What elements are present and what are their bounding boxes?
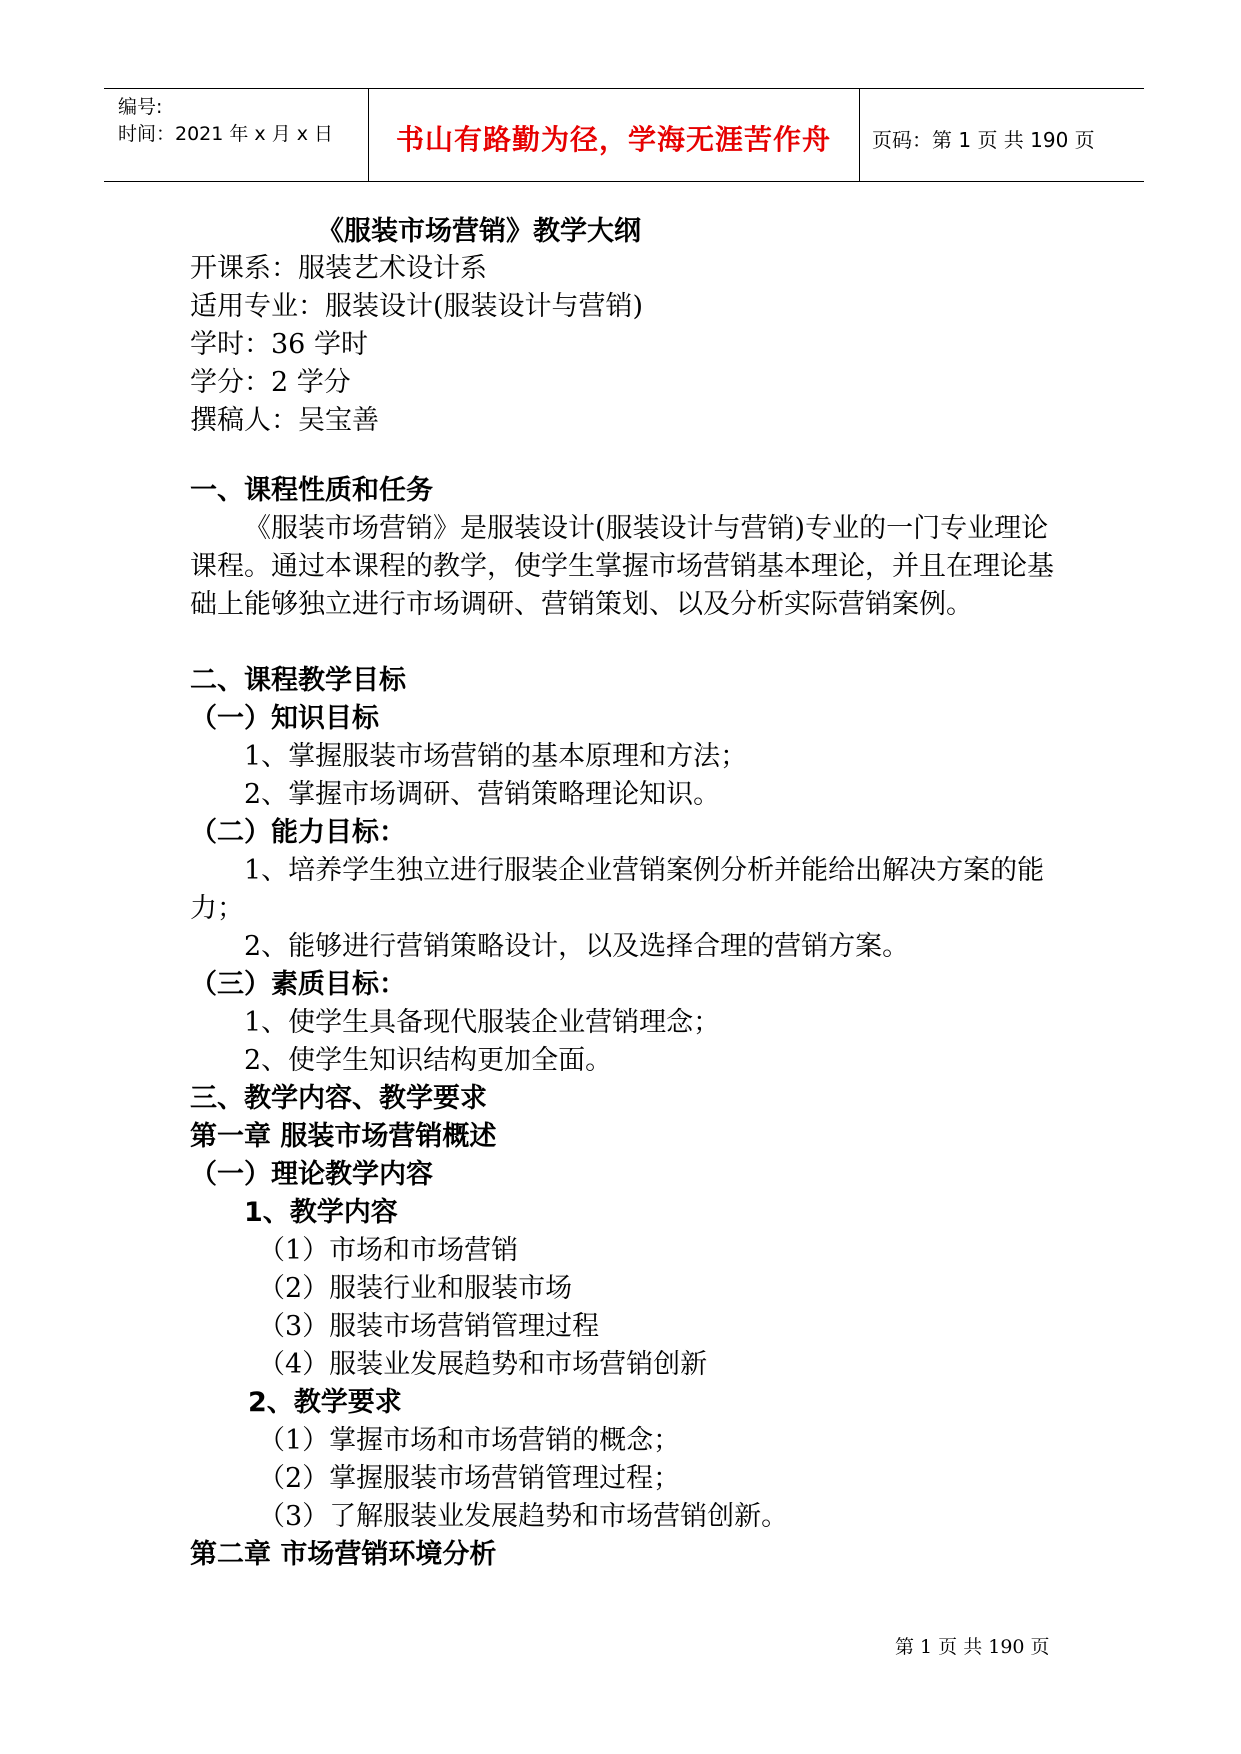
list-item: （2）掌握服装市场营销管理过程；: [258, 1463, 681, 1494]
list-item: 2、能够进行营销策略设计，以及选择合理的营销方案。: [244, 931, 910, 962]
list-item: （3）服装市场营销管理过程: [258, 1311, 600, 1342]
time-label: 时间：2021 年 x 月 x 日: [118, 123, 334, 145]
number-label: 编号:: [118, 96, 163, 118]
info-credits: 学分：2 学分: [190, 367, 351, 398]
list-item: 2、掌握市场调研、营销策略理论知识。: [244, 779, 721, 810]
list-item: （1）市场和市场营销: [258, 1235, 519, 1266]
sub-heading: 1、教学内容: [244, 1197, 398, 1228]
chapter-heading: 第二章 市场营销环境分析: [190, 1539, 497, 1570]
section-heading: 二、课程教学目标: [190, 665, 406, 696]
list-item: （1）掌握市场和市场营销的概念；: [258, 1425, 681, 1456]
sub-heading: 2、教学要求: [248, 1387, 402, 1418]
info-hours: 学时：36 学时: [190, 329, 368, 360]
section-paragraph: 《服装市场营销》是服装设计(服装设计与营销)专业的一门专业理论课程。通过本课程的教学，使学生掌握市场营销基本理论，并且在理论基础上能够独立进行市场调研、营销策划、以及分析实际营销案例。: [190, 513, 1054, 620]
subsection-heading: （三）素质目标：: [190, 969, 406, 1000]
info-author: 撰稿人：吴宝善: [190, 405, 379, 436]
info-major: 适用专业：服装设计(服装设计与营销): [190, 291, 644, 322]
list-item: 1、使学生具备现代服装企业营销理念；: [244, 1007, 721, 1038]
header-info: [118, 94, 333, 148]
doc-title: 《服装市场营销》教学大纲: [317, 216, 641, 247]
header-bottom-rule: [104, 181, 1144, 182]
list-item: （4）服装业发展趋势和市场营销创新: [258, 1349, 708, 1380]
header-motto: 书山有路勤为径，学海无涯苦作舟: [395, 123, 831, 156]
list-item: 1、掌握服装市场营销的基本原理和方法；: [244, 741, 748, 772]
list-item: （3）了解服装业发展趋势和市场营销创新。: [258, 1501, 789, 1532]
list-item: 2、使学生知识结构更加全面。: [244, 1045, 613, 1076]
subsection-heading: （一）理论教学内容: [190, 1159, 433, 1190]
header-divider: [859, 88, 860, 182]
list-item: 1、培养学生独立进行服装企业营销案例分析并能给出解决方案的能力；: [190, 855, 1045, 924]
header-page-label: 页码：第 1 页 共 190 页: [872, 128, 1095, 152]
info-department: 开课系：服装艺术设计系: [190, 253, 487, 284]
section-heading: 一、课程性质和任务: [190, 475, 433, 506]
header-top-rule: [104, 88, 1144, 89]
list-item: （2）服装行业和服装市场: [258, 1273, 573, 1304]
chapter-heading: 第一章 服装市场营销概述: [190, 1121, 497, 1152]
subsection-heading: （二）能力目标：: [190, 817, 406, 848]
page-footer: 第 1 页 共 190 页: [895, 1636, 1050, 1658]
section-heading: 三、教学内容、教学要求: [190, 1083, 487, 1114]
subsection-heading: （一）知识目标: [190, 703, 379, 734]
